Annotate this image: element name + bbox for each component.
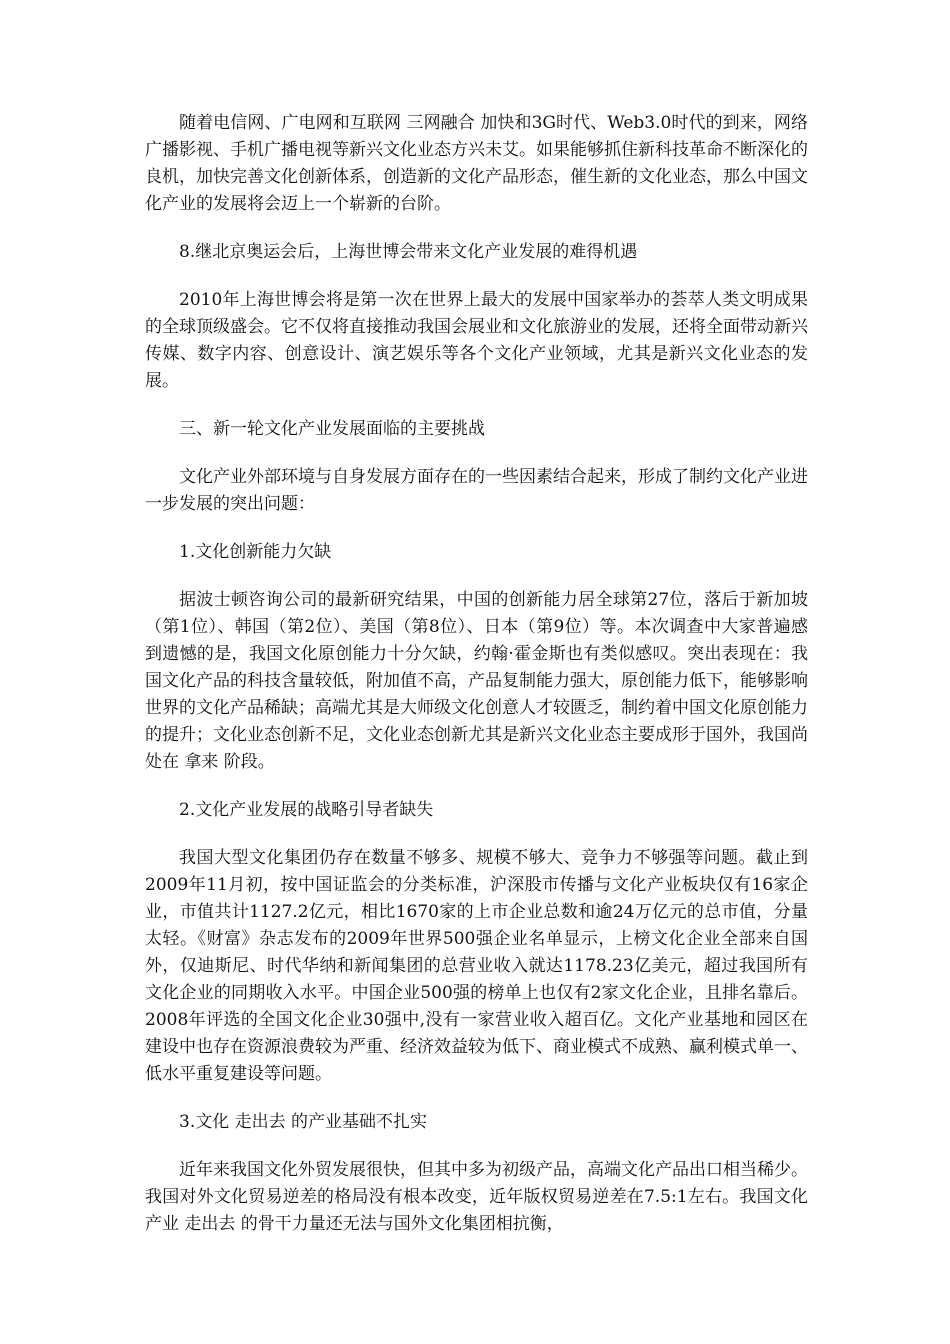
body-paragraph: 据波士顿咨询公司的最新研究结果，中国的创新能力居全球第27位，落后于新加坡（第1位）、韩国（第2位）、美国（第8位）、日本（第9位）等。本次调查中大家普遍感到遗憾的是，我国文化原创能力十分欠缺，约翰·霍金斯也有类似感叹。突出表现在：我国文化产品的科技含量较低，附加值不高，产品复制能力强大，原创能力低下，能够影响世界的文化产品稀缺；高端尤其是大师级文化创意人才较匮乏，制约着中国文化原创能力的提升；文化业态创新不足，文化业态创新尤其是新兴文化业态主要成形于国外，我国尚处在 拿来 阶段。 — [145, 590, 808, 772]
body-paragraph: 文化产业外部环境与自身发展方面存在的一些因素结合起来，形成了制约文化产业进一步发展的突出问题： — [145, 467, 808, 514]
section-heading: 三、新一轮文化产业发展面临的主要挑战 — [179, 419, 485, 439]
section-heading: 3.文化 走出去 的产业基础不扎实 — [179, 1112, 428, 1132]
document-body — [145, 110, 808, 1238]
section-heading: 2.文化产业发展的战略引导者缺失 — [179, 800, 434, 820]
body-paragraph: 近年来我国文化外贸发展很快，但其中多为初级产品，高端文化产品出口相当稀少。我国对外文化贸易逆差的格局没有根本改变，近年版权贸易逆差在7.5:1左右。我国文化产业 走出去 的骨干力量还无法与国外文化集团相抗衡， — [145, 1160, 808, 1234]
body-paragraph: 2010年上海世博会将是第一次在世界上最大的发展中国家举办的荟萃人类文明成果的全球顶级盛会。它不仅将直接推动我国会展业和文化旅游业的发展，还将全面带动新兴传媒、数字内容、创意设计、演艺娱乐等各个文化产业领域，尤其是新兴文化业态的发展。 — [145, 290, 808, 391]
section-heading: 8.继北京奥运会后，上海世博会带来文化产业发展的难得机遇 — [179, 242, 638, 262]
body-paragraph: 我国大型文化集团仍存在数量不够多、规模不够大、竞争力不够强等问题。截止到2009年11月初，按中国证监会的分类标准，沪深股市传播与文化产业板块仅有16家企业，市值共计1127.2亿元，相比1670家的上市企业总数和逾24万亿元的总市值，分量太轻。《财富》杂志发布的2009年世界500强企业名单显示，上榜文化企业全部来自国外，仅迪斯尼、时代华纳和新闻集团的总营业收入就达1178.23亿美元，超过我国所有文化企业的同期收入水平。中国企业500强的榜单上也仅有2家文化企业，且排名靠后。2008年评选的全国文化企业30强中,没有一家营业收入超百亿。文化产业基地和园区在建设中也存在资源浪费较为严重、经济效益较为低下、商业模式不成熟、赢利模式单一、低水平重复建设等问题。 — [145, 848, 808, 1084]
body-paragraph: 随着电信网、广电网和互联网 三网融合 加快和3G时代、Web3.0时代的到来，网络广播影视、手机广播电视等新兴文化业态方兴未艾。如果能够抓住新科技革命不断深化的良机，加快完善文化创新体系，创造新的文化产品形态，催生新的文化业态，那么中国文化产业的发展将会迈上一个崭新的台阶。 — [145, 113, 808, 214]
section-heading: 1.文化创新能力欠缺 — [179, 542, 332, 562]
